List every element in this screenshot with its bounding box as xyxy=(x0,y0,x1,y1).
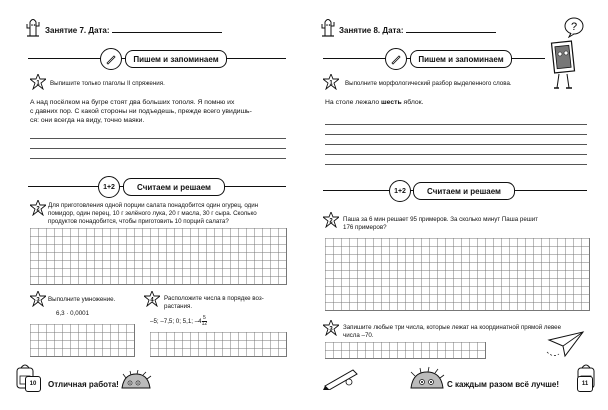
section-title-count: Считаем и решаем xyxy=(413,182,515,200)
hedgehog-icon xyxy=(407,366,447,392)
answer-grid[interactable] xyxy=(325,238,590,311)
answer-grid[interactable] xyxy=(30,324,135,357)
svg-text:1: 1 xyxy=(329,80,333,87)
answer-grid[interactable] xyxy=(325,342,486,359)
svg-text:2: 2 xyxy=(329,218,333,225)
task3-text: Запишите любые три числа, которые лежат на координатной прямой левее числа –70. xyxy=(343,324,562,339)
page-number: 10 xyxy=(25,376,41,392)
task1-text: А над посёлком на бугре стоят два больших тополя. Я помню их с давних пор. С какой стороны ни подъедешь, прежде всего увидишь- ся: они всегда на виду, точно маяки. xyxy=(30,99,252,124)
task4-numbers: –5; –7,5; 0; 5,1; –4 $\frac{5}{12}$ xyxy=(150,315,208,327)
star-badge-icon xyxy=(323,212,339,228)
answer-line[interactable] xyxy=(325,144,587,145)
pencil-book-icon xyxy=(385,48,407,70)
lesson-header: Занятие 8. Дата: xyxy=(339,24,496,35)
footer-praise: С каждым разом всё лучше! xyxy=(447,380,559,389)
task1-instruction: Выпишите только глаголы II спряжения. xyxy=(50,80,165,87)
math-icon: 1+2 xyxy=(389,180,411,202)
book-character-icon xyxy=(549,40,579,92)
task3-expression: 6,3 · 0,0001 xyxy=(56,310,90,317)
footer-praise: Отличная работа! xyxy=(48,380,119,389)
answer-line[interactable] xyxy=(325,164,587,165)
answer-line[interactable] xyxy=(30,138,286,139)
answer-line[interactable] xyxy=(325,134,587,135)
star-badge-icon xyxy=(30,200,46,216)
task1-instruction: Выполните морфологический разбор выделенного слова. xyxy=(345,80,512,87)
star-badge-icon xyxy=(30,74,46,90)
svg-text:1: 1 xyxy=(36,80,40,87)
star-badge-icon xyxy=(323,320,339,336)
task1-sentence: На столе лежало шесть яблок. xyxy=(325,99,424,106)
task3-instruction: Выполните умножение. xyxy=(48,296,116,303)
svg-text:?: ? xyxy=(570,21,578,33)
answer-line[interactable] xyxy=(30,148,286,149)
section-title-count: Считаем и решаем xyxy=(123,178,225,196)
task4-instruction: Расположите числа в порядке воз- растания. xyxy=(164,295,264,310)
section-title-write: Пишем и запоминаем xyxy=(125,50,227,68)
left-page xyxy=(0,0,300,410)
question-bubble-icon xyxy=(563,16,585,38)
section-title-write: Пишем и запоминаем xyxy=(410,50,512,68)
right-page xyxy=(305,0,608,410)
svg-text:4: 4 xyxy=(150,297,154,304)
pencil-icon xyxy=(323,366,363,390)
svg-text:2: 2 xyxy=(36,206,40,213)
answer-line[interactable] xyxy=(325,124,587,125)
page-number: 11 xyxy=(577,376,593,392)
star-badge-icon xyxy=(323,74,339,90)
lesson-header: Занятие 7. Дата: xyxy=(45,24,222,35)
task2-text: Паша за 6 мин решает 95 примеров. За сколько минут Паша решит 176 примеров? xyxy=(343,216,539,231)
math-icon: 1+2 xyxy=(98,176,120,198)
svg-text:3: 3 xyxy=(329,326,333,333)
star-badge-icon xyxy=(30,291,46,307)
svg-text:3: 3 xyxy=(36,297,40,304)
answer-line[interactable] xyxy=(30,158,286,159)
paper-plane-icon xyxy=(545,330,587,360)
pencil-book-icon xyxy=(100,48,122,70)
answer-line[interactable] xyxy=(325,154,587,155)
answer-grid[interactable] xyxy=(150,332,287,357)
star-badge-icon xyxy=(144,291,160,307)
hedgehog-icon xyxy=(118,370,154,392)
answer-grid[interactable] xyxy=(30,228,287,285)
task2-text: Для приготовления одной порции салата понадобится один огурец, один помидор, один перец, 10 г зелёного лука, 20 г масла, 30 г сыра. Сколько продуктов понадобится, чтобы приготовить 10 порций салата? xyxy=(48,202,259,225)
cactus-mascot-icon xyxy=(319,14,337,38)
cactus-mascot-icon xyxy=(24,14,42,38)
